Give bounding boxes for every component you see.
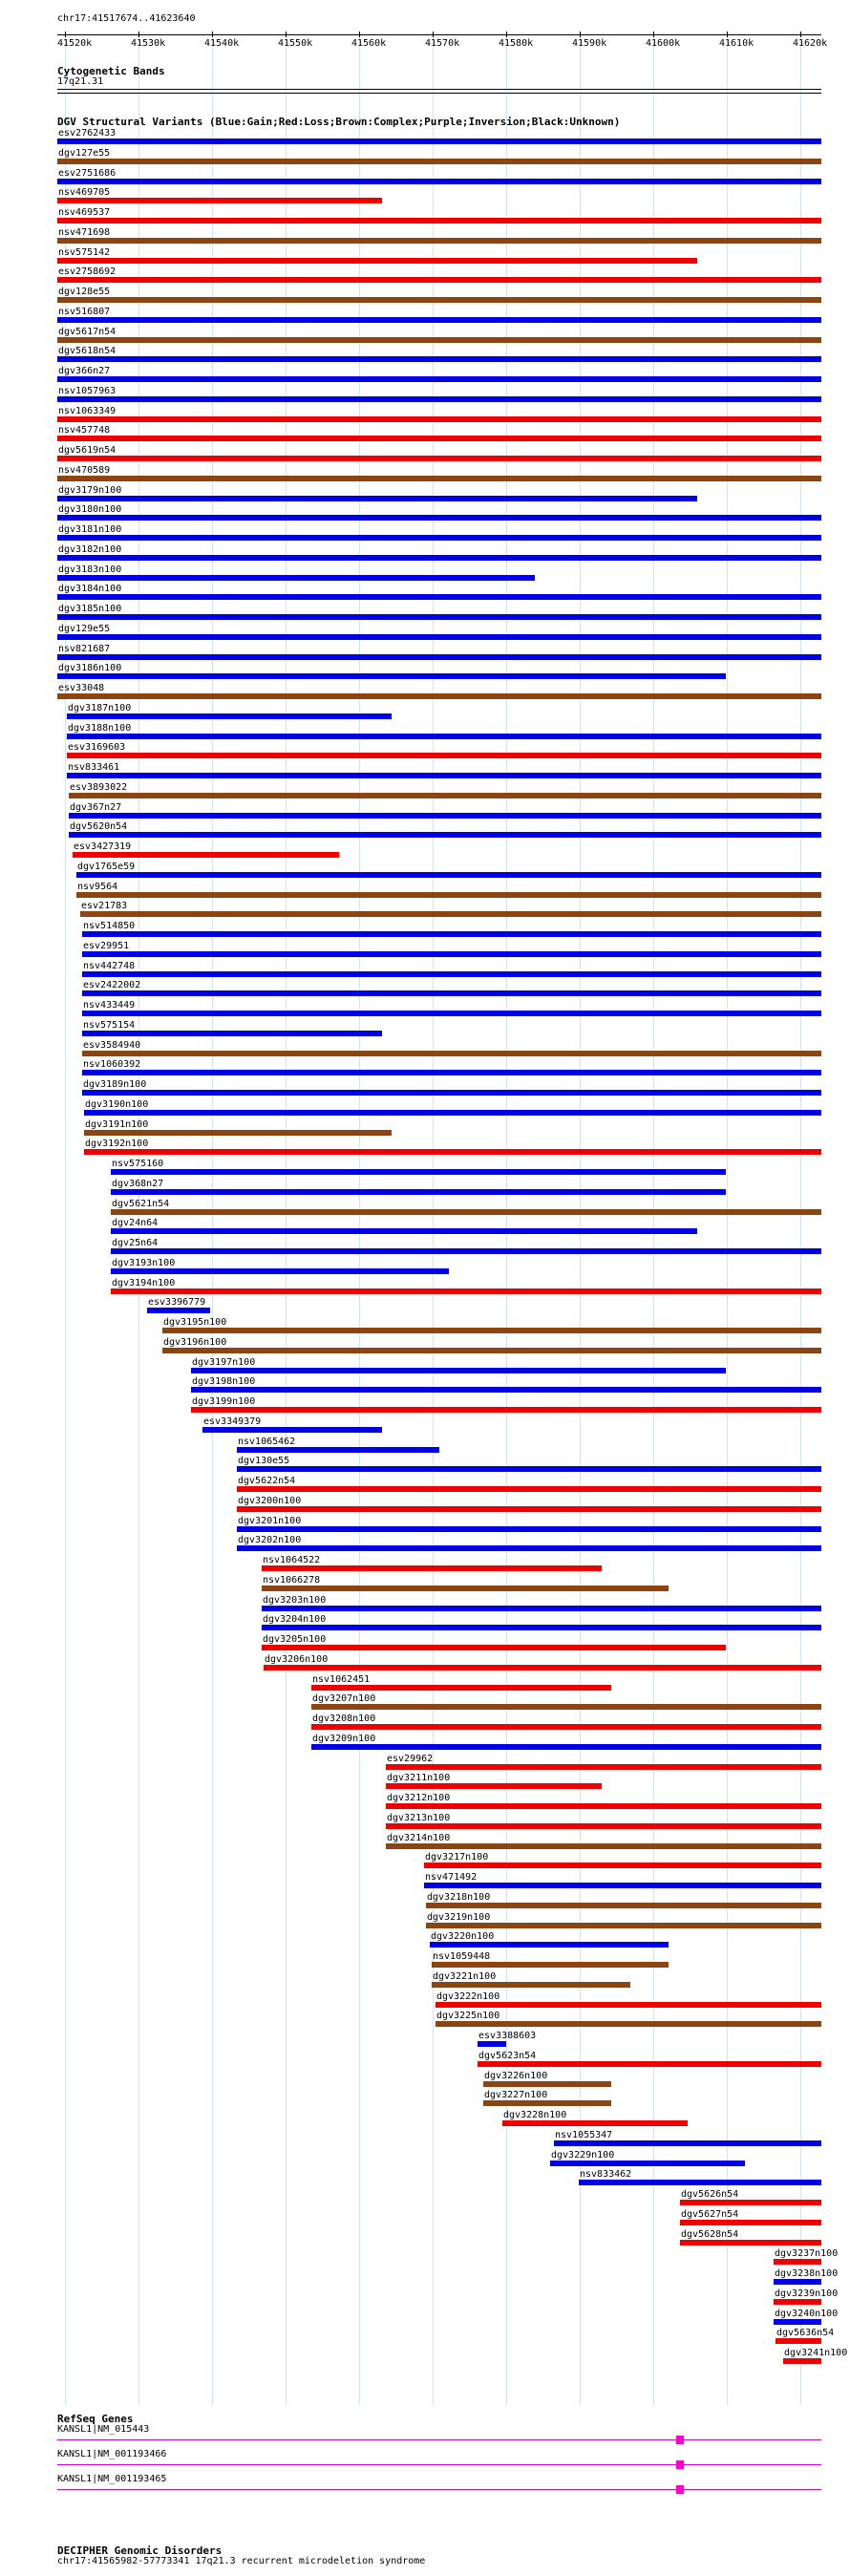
dgv-feature-label: dgv3181n100 <box>58 524 122 535</box>
dgv-feature-bar[interactable] <box>67 773 821 778</box>
dgv-feature-bar[interactable] <box>237 1466 821 1472</box>
dgv-feature-label: dgv3193n100 <box>112 1257 176 1268</box>
axis-tick-label: 41560k <box>351 38 387 49</box>
grid-line <box>212 36 213 2405</box>
dgv-feature-bar[interactable] <box>57 396 821 402</box>
dgv-feature-label: esv29962 <box>387 1753 434 1764</box>
dgv-feature-label: dgv3222n100 <box>436 1991 500 2002</box>
dgv-feature-bar[interactable] <box>774 2299 821 2305</box>
dgv-feature-label: dgv3204n100 <box>263 1614 327 1626</box>
dgv-feature-label: dgv3185n100 <box>58 604 122 614</box>
dgv-feature-bar[interactable] <box>386 1764 821 1770</box>
cytoband-label: 17q21.31 <box>57 76 104 87</box>
dgv-feature-bar[interactable] <box>57 317 821 323</box>
dgv-feature-label: esv2422002 <box>83 980 141 991</box>
dgv-feature-bar[interactable] <box>80 911 821 917</box>
dgv-feature-bar[interactable] <box>680 2200 821 2205</box>
dgv-feature-bar[interactable] <box>426 1923 821 1928</box>
dgv-feature-bar[interactable] <box>57 575 535 581</box>
dgv-feature-bar[interactable] <box>69 793 821 798</box>
cytoband-line-bottom <box>57 93 821 94</box>
dgv-feature-label: dgv3208n100 <box>312 1714 376 1724</box>
dgv-feature-label: nsv442748 <box>83 960 136 971</box>
dgv-feature-bar[interactable] <box>84 1149 821 1155</box>
dgv-feature-label: esv21783 <box>81 901 128 912</box>
dgv-feature-bar[interactable] <box>82 990 821 996</box>
dgv-feature-label: nsv433449 <box>83 1000 136 1011</box>
dgv-feature-label: dgv5618n54 <box>58 346 117 357</box>
dgv-feature-bar[interactable] <box>57 277 821 283</box>
cytoband-line-top <box>57 89 821 90</box>
dgv-feature-bar[interactable] <box>237 1526 821 1532</box>
dgv-feature-label: dgv3221n100 <box>433 1970 497 1982</box>
dgv-feature-label: dgv3182n100 <box>58 543 122 555</box>
dgv-feature-label: dgv3191n100 <box>85 1118 149 1130</box>
dgv-feature-bar[interactable] <box>483 2100 611 2106</box>
grid-line <box>727 36 728 2405</box>
dgv-feature-label: dgv3190n100 <box>85 1098 149 1110</box>
dgv-feature-bar[interactable] <box>311 1704 821 1710</box>
dgv-feature-bar[interactable] <box>82 1051 821 1056</box>
dgv-feature-bar[interactable] <box>111 1169 726 1175</box>
dgv-feature-label: dgv3203n100 <box>263 1594 327 1606</box>
dgv-feature-bar[interactable] <box>783 2358 821 2364</box>
dgv-feature-label: esv3396779 <box>148 1297 206 1309</box>
dgv-feature-label: nsv1063349 <box>58 405 117 416</box>
grid-line <box>800 36 801 2405</box>
dgv-feature-label: dgv3200n100 <box>238 1495 302 1506</box>
dgv-feature-label: nsv516807 <box>58 306 111 317</box>
dgv-feature-label: dgv3180n100 <box>58 504 122 516</box>
dgv-feature-label: dgv3226n100 <box>484 2070 548 2081</box>
dgv-feature-bar[interactable] <box>57 238 821 244</box>
axis-tick-label: 41620k <box>793 38 828 49</box>
dgv-feature-label: nsv470589 <box>58 464 111 476</box>
dgv-feature-label: dgv3241n100 <box>784 2348 848 2358</box>
gene-label: KANSL1|NM_001193465 <box>57 2474 167 2484</box>
dgv-feature-bar[interactable] <box>162 1348 821 1353</box>
dgv-title: DGV Structural Variants (Blue:Gain;Red:Loss;Brown:Complex;Purple;Inversion;Black:Unknown) <box>57 116 621 128</box>
refseq-title: RefSeq Genes <box>57 2413 134 2425</box>
dgv-feature-bar[interactable] <box>478 2041 506 2047</box>
dgv-feature-bar[interactable] <box>67 734 821 739</box>
dgv-feature-bar[interactable] <box>57 376 821 382</box>
dgv-feature-bar[interactable] <box>386 1823 821 1829</box>
dgv-feature-label: nsv833462 <box>580 2169 632 2181</box>
dgv-feature-bar[interactable] <box>57 198 382 203</box>
dgv-feature-bar[interactable] <box>311 1744 821 1750</box>
dgv-feature-bar[interactable] <box>57 515 821 521</box>
axis-tick-label: 41580k <box>499 38 534 49</box>
dgv-feature-bar[interactable] <box>57 138 821 144</box>
dgv-feature-bar[interactable] <box>426 1903 821 1908</box>
position-readout: chr17:41517674..41623640 <box>57 13 196 24</box>
cytoband-title: Cytogenetic Bands <box>57 65 165 77</box>
decipher-title: DECIPHER Genomic Disorders <box>57 2544 223 2557</box>
dgv-feature-label: dgv3229n100 <box>551 2149 615 2161</box>
gene-label: KANSL1|NM_015443 <box>57 2424 150 2435</box>
dgv-feature-bar[interactable] <box>776 2338 821 2344</box>
dgv-feature-bar[interactable] <box>191 1368 726 1373</box>
dgv-feature-bar[interactable] <box>82 1070 821 1075</box>
dgv-feature-label: dgv3183n100 <box>58 564 122 575</box>
dgv-feature-label: nsv1065462 <box>238 1436 296 1447</box>
dgv-feature-label: dgv5627n54 <box>681 2208 739 2220</box>
dgv-feature-label: nsv575160 <box>112 1159 164 1169</box>
dgv-feature-bar[interactable] <box>436 2002 821 2008</box>
axis-tick-label: 41600k <box>646 38 681 49</box>
dgv-feature-bar[interactable] <box>82 951 821 957</box>
dgv-feature-bar[interactable] <box>579 2180 821 2185</box>
dgv-feature-bar[interactable] <box>57 159 821 164</box>
dgv-feature-label: dgv127e55 <box>58 147 111 159</box>
dgv-feature-bar[interactable] <box>237 1447 439 1453</box>
dgv-feature-label: dgv1765e59 <box>77 861 136 872</box>
dgv-feature-bar[interactable] <box>57 218 821 224</box>
dgv-feature-label: dgv366n27 <box>58 366 111 376</box>
dgv-feature-label: dgv5620n54 <box>70 821 128 833</box>
dgv-feature-bar[interactable] <box>57 337 821 343</box>
dgv-feature-label: dgv3184n100 <box>58 584 122 595</box>
dgv-feature-bar[interactable] <box>478 2061 821 2067</box>
dgv-feature-bar[interactable] <box>262 1625 821 1630</box>
dgv-feature-bar[interactable] <box>73 852 339 858</box>
dgv-feature-label: nsv821687 <box>58 643 111 654</box>
dgv-feature-label: dgv3228n100 <box>503 2110 567 2120</box>
dgv-feature-bar[interactable] <box>191 1387 821 1393</box>
dgv-feature-bar[interactable] <box>57 555 821 561</box>
axis-tick-label: 41590k <box>572 38 607 49</box>
gene-exon[interactable] <box>676 2485 684 2494</box>
dgv-feature-label: nsv1060392 <box>83 1059 141 1071</box>
dgv-feature-bar[interactable] <box>436 2021 821 2027</box>
dgv-feature-label: dgv3227n100 <box>484 2090 548 2101</box>
dgv-feature-bar[interactable] <box>264 1665 821 1671</box>
dgv-feature-label: nsv1059448 <box>433 1951 491 1962</box>
axis-line <box>57 34 821 35</box>
dgv-feature-bar[interactable] <box>82 1031 382 1036</box>
dgv-feature-label: esv3427319 <box>74 841 132 852</box>
dgv-feature-bar[interactable] <box>502 2120 688 2126</box>
dgv-feature-label: dgv3213n100 <box>387 1812 451 1823</box>
dgv-feature-label: dgv3209n100 <box>312 1733 376 1744</box>
dgv-feature-label: dgv3199n100 <box>192 1396 256 1407</box>
dgv-feature-label: dgv368n27 <box>112 1178 164 1189</box>
dgv-feature-label: dgv3196n100 <box>163 1336 227 1348</box>
dgv-feature-label: dgv130e55 <box>238 1456 290 1467</box>
dgv-feature-bar[interactable] <box>430 1942 669 1948</box>
dgv-feature-label: dgv24n64 <box>112 1218 159 1229</box>
dgv-feature-label: esv3584940 <box>83 1039 141 1051</box>
dgv-feature-bar[interactable] <box>680 2220 821 2225</box>
dgv-feature-label: dgv3179n100 <box>58 484 122 496</box>
dgv-feature-bar[interactable] <box>111 1228 697 1234</box>
dgv-feature-label: dgv3218n100 <box>427 1891 491 1903</box>
dgv-feature-label: dgv3214n100 <box>387 1832 451 1843</box>
dgv-feature-label: dgv5622n54 <box>238 1476 296 1486</box>
dgv-feature-label: dgv3202n100 <box>238 1535 302 1546</box>
dgv-feature-bar[interactable] <box>202 1427 382 1433</box>
dgv-feature-label: esv29951 <box>83 940 130 951</box>
dgv-feature-label: nsv1057963 <box>58 385 117 396</box>
dgv-feature-bar[interactable] <box>57 693 821 699</box>
dgv-feature-bar[interactable] <box>57 258 697 264</box>
dgv-feature-label: dgv3195n100 <box>163 1317 227 1328</box>
dgv-feature-bar[interactable] <box>262 1586 669 1591</box>
dgv-feature-bar[interactable] <box>82 1090 821 1096</box>
dgv-feature-label: nsv471698 <box>58 226 111 238</box>
dgv-feature-label: dgv3205n100 <box>263 1634 327 1645</box>
dgv-feature-label: nsv1055347 <box>555 2129 613 2140</box>
dgv-feature-label: nsv575142 <box>58 246 111 258</box>
dgv-feature-label: dgv3225n100 <box>436 2011 500 2022</box>
grid-line <box>653 36 654 2405</box>
gene-intron-line[interactable] <box>57 2489 821 2490</box>
dgv-feature-bar[interactable] <box>162 1328 821 1333</box>
gene-exon[interactable] <box>676 2460 684 2469</box>
dgv-feature-bar[interactable] <box>774 2259 821 2265</box>
grid-line <box>359 36 360 2405</box>
dgv-feature-bar[interactable] <box>82 971 821 977</box>
dgv-feature-bar[interactable] <box>57 356 821 362</box>
dgv-feature-bar[interactable] <box>550 2161 745 2166</box>
dgv-feature-label: dgv3189n100 <box>83 1079 147 1090</box>
dgv-feature-label: dgv3201n100 <box>238 1515 302 1526</box>
dgv-feature-label: dgv3197n100 <box>192 1356 256 1368</box>
dgv-feature-label: nsv575154 <box>83 1019 136 1031</box>
dgv-feature-label: dgv3206n100 <box>265 1653 329 1665</box>
dgv-feature-bar[interactable] <box>262 1606 821 1611</box>
dgv-feature-bar[interactable] <box>111 1248 821 1254</box>
grid-line <box>433 36 434 2405</box>
dgv-feature-bar[interactable] <box>680 2240 821 2246</box>
dgv-feature-bar[interactable] <box>774 2319 821 2325</box>
dgv-feature-bar[interactable] <box>424 1863 821 1868</box>
dgv-feature-bar[interactable] <box>57 476 821 481</box>
dgv-feature-label: dgv3211n100 <box>387 1773 451 1784</box>
dgv-feature-bar[interactable] <box>554 2140 821 2146</box>
dgv-feature-bar[interactable] <box>386 1843 821 1849</box>
dgv-feature-bar[interactable] <box>57 496 697 501</box>
dgv-feature-bar[interactable] <box>76 872 821 878</box>
dgv-feature-bar[interactable] <box>386 1783 602 1789</box>
dgv-feature-bar[interactable] <box>84 1110 821 1116</box>
dgv-feature-label: dgv5617n54 <box>58 326 117 337</box>
dgv-feature-label: dgv3207n100 <box>312 1693 376 1705</box>
grid-line <box>580 36 581 2405</box>
dgv-feature-label: dgv3188n100 <box>68 722 132 734</box>
dgv-feature-bar[interactable] <box>111 1288 821 1294</box>
dgv-feature-label: dgv129e55 <box>58 623 111 634</box>
dgv-feature-bar[interactable] <box>237 1545 821 1551</box>
grid-line <box>286 36 287 2405</box>
dgv-feature-bar[interactable] <box>57 673 726 679</box>
dgv-feature-bar[interactable] <box>262 1565 602 1571</box>
axis-tick-label: 41550k <box>278 38 313 49</box>
dgv-feature-label: dgv3220n100 <box>431 1931 495 1943</box>
dgv-feature-label: dgv3186n100 <box>58 663 122 674</box>
dgv-feature-label: esv2751686 <box>58 167 117 179</box>
dgv-feature-label: dgv128e55 <box>58 287 111 297</box>
dgv-feature-label: nsv9564 <box>77 881 118 892</box>
dgv-feature-label: esv3893022 <box>70 781 128 793</box>
dgv-feature-bar[interactable] <box>67 713 392 719</box>
dgv-feature-label: dgv3198n100 <box>192 1376 256 1388</box>
dgv-feature-bar[interactable] <box>237 1506 821 1512</box>
dgv-feature-label: esv2762433 <box>58 128 117 138</box>
dgv-feature-label: dgv3240n100 <box>775 2308 839 2319</box>
gene-label: KANSL1|NM_001193466 <box>57 2449 167 2459</box>
dgv-feature-label: nsv1064522 <box>263 1555 321 1565</box>
dgv-feature-bar[interactable] <box>57 416 821 422</box>
dgv-feature-label: dgv3238n100 <box>775 2268 839 2279</box>
gene-exon[interactable] <box>676 2436 684 2444</box>
gene-intron-line[interactable] <box>57 2464 821 2465</box>
dgv-feature-label: dgv3212n100 <box>387 1793 451 1803</box>
gene-intron-line[interactable] <box>57 2439 821 2440</box>
dgv-feature-bar[interactable] <box>111 1268 449 1274</box>
dgv-feature-bar[interactable] <box>57 594 821 600</box>
dgv-feature-bar[interactable] <box>424 1883 821 1888</box>
dgv-feature-bar[interactable] <box>191 1407 821 1413</box>
dgv-feature-label: dgv5626n54 <box>681 2189 739 2200</box>
dgv-feature-bar[interactable] <box>237 1486 821 1492</box>
dgv-feature-bar[interactable] <box>262 1645 726 1650</box>
dgv-feature-label: nsv514850 <box>83 921 136 931</box>
dgv-feature-bar[interactable] <box>67 753 821 758</box>
dgv-feature-label: nsv1066278 <box>263 1574 321 1586</box>
dgv-feature-bar[interactable] <box>57 179 821 184</box>
decipher-item[interactable]: chr17:41565982-57773341 17q21.3 recurrent microdeletion syndrome <box>57 2556 426 2566</box>
dgv-feature-bar[interactable] <box>84 1130 392 1136</box>
dgv-feature-bar[interactable] <box>57 535 821 541</box>
dgv-feature-bar[interactable] <box>57 297 821 303</box>
axis-tick-label: 41540k <box>204 38 240 49</box>
dgv-feature-label: esv3169603 <box>68 742 126 754</box>
dgv-feature-bar[interactable] <box>111 1189 726 1195</box>
dgv-feature-label: nsv471492 <box>425 1872 478 1883</box>
dgv-feature-label: dgv3219n100 <box>427 1911 491 1923</box>
dgv-feature-bar[interactable] <box>111 1209 821 1215</box>
dgv-feature-bar[interactable] <box>432 1982 630 1988</box>
dgv-feature-label: nsv457748 <box>58 425 111 436</box>
axis-tick-label: 41520k <box>57 38 93 49</box>
dgv-feature-bar[interactable] <box>57 436 821 441</box>
dgv-feature-bar[interactable] <box>311 1724 821 1730</box>
axis-tick-label: 41610k <box>719 38 754 49</box>
dgv-feature-label: esv3388603 <box>478 2031 537 2041</box>
dgv-feature-bar[interactable] <box>432 1962 669 1968</box>
dgv-feature-label: esv3349379 <box>203 1416 262 1427</box>
dgv-feature-label: dgv5636n54 <box>776 2328 835 2339</box>
dgv-feature-label: dgv25n64 <box>112 1238 159 1248</box>
dgv-feature-bar[interactable] <box>76 892 821 898</box>
dgv-feature-label: nsv833461 <box>68 762 120 773</box>
dgv-feature-label: dgv3194n100 <box>112 1277 176 1288</box>
axis-tick-label: 41530k <box>131 38 166 49</box>
dgv-feature-label: dgv3192n100 <box>85 1139 149 1150</box>
dgv-feature-bar[interactable] <box>147 1308 210 1313</box>
dgv-feature-bar[interactable] <box>82 931 821 937</box>
dgv-feature-bar[interactable] <box>69 813 821 819</box>
dgv-feature-label: esv2758692 <box>58 266 117 278</box>
dgv-feature-bar[interactable] <box>57 614 821 620</box>
dgv-feature-bar[interactable] <box>82 1011 821 1016</box>
dgv-feature-label: dgv5623n54 <box>478 2050 537 2061</box>
dgv-feature-label: dgv367n27 <box>70 801 122 813</box>
axis-tick-label: 41570k <box>425 38 460 49</box>
dgv-feature-label: esv33048 <box>58 683 105 693</box>
dgv-feature-bar[interactable] <box>57 654 821 660</box>
dgv-feature-label: dgv3217n100 <box>425 1852 489 1863</box>
dgv-feature-bar[interactable] <box>483 2081 611 2087</box>
dgv-feature-label: dgv3237n100 <box>775 2248 839 2260</box>
dgv-feature-label: dgv5628n54 <box>681 2228 739 2240</box>
dgv-feature-label: dgv5621n54 <box>112 1198 170 1209</box>
dgv-feature-bar[interactable] <box>311 1685 611 1691</box>
dgv-feature-label: dgv5619n54 <box>58 445 117 456</box>
dgv-feature-label: nsv469705 <box>58 187 111 199</box>
dgv-feature-bar[interactable] <box>774 2279 821 2285</box>
dgv-feature-bar[interactable] <box>386 1803 821 1809</box>
dgv-feature-label: nsv1062451 <box>312 1673 371 1685</box>
dgv-feature-label: dgv3239n100 <box>775 2288 839 2299</box>
dgv-feature-label: dgv3187n100 <box>68 702 132 713</box>
dgv-feature-bar[interactable] <box>57 456 821 461</box>
dgv-feature-bar[interactable] <box>57 634 821 640</box>
dgv-feature-bar[interactable] <box>69 832 821 838</box>
dgv-feature-label: nsv469537 <box>58 207 111 218</box>
